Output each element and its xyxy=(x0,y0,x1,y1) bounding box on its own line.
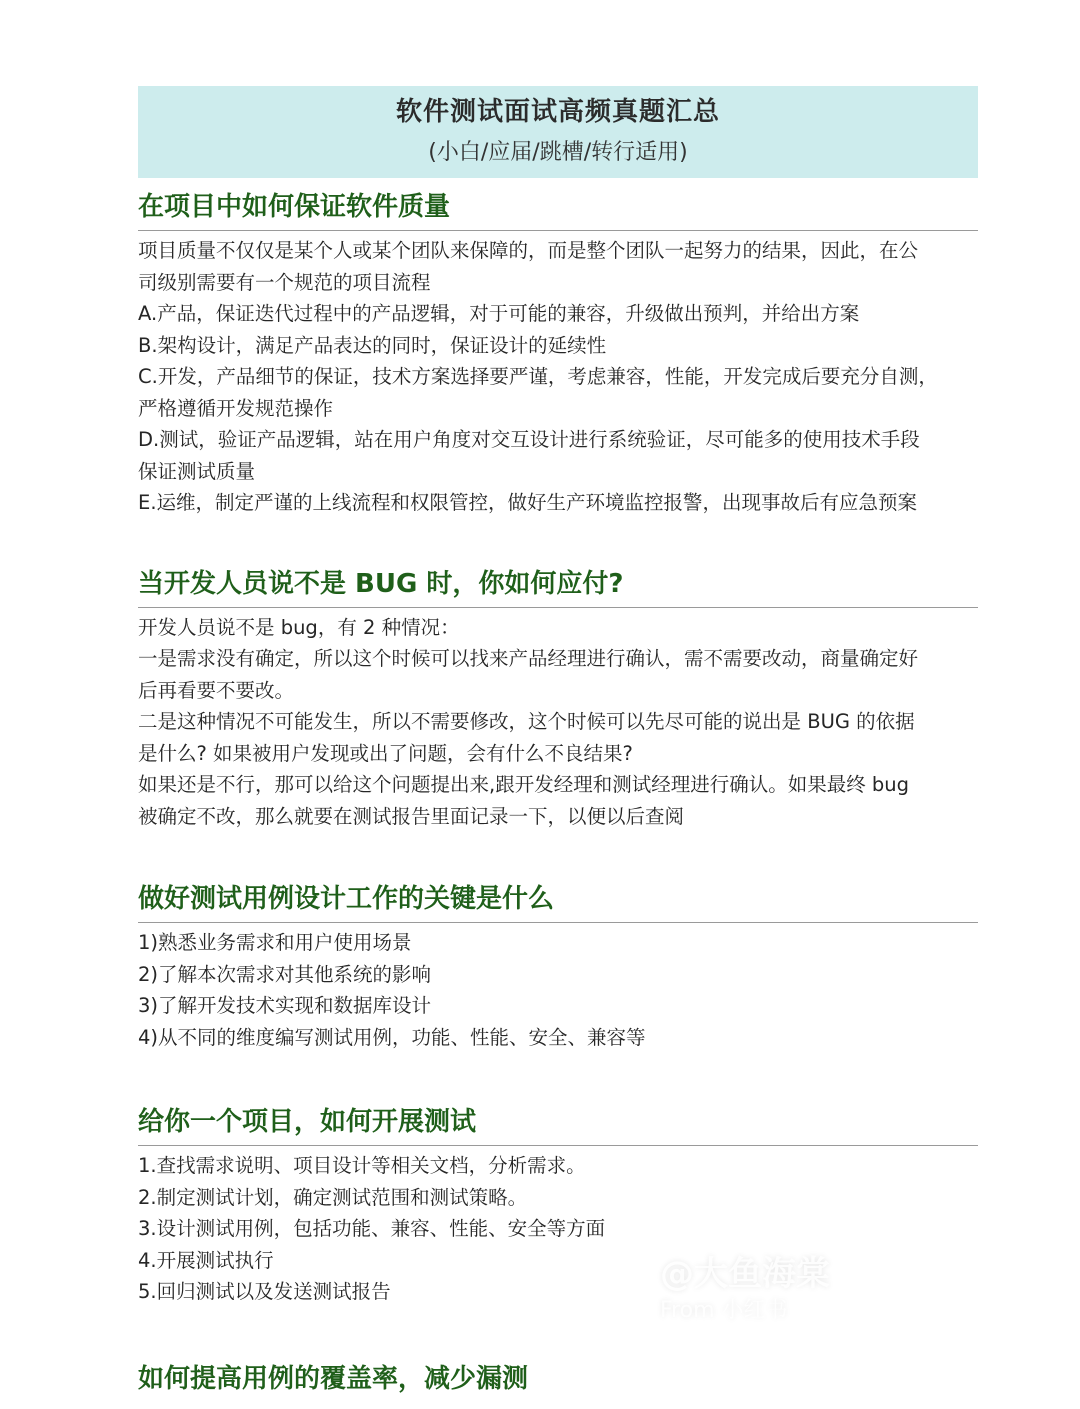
watermark xyxy=(660,1252,830,1326)
list-item: 4.开展测试执行 xyxy=(138,1248,274,1272)
paragraph-line: C.开发，产品细节的保证，技术方案选择要严谨，考虑兼容，性能，开发完成后要充分自测， xyxy=(138,365,938,388)
paragraph-line: B.架构设计，满足产品表达的同时，保证设计的延续性 xyxy=(138,333,607,357)
section-quality xyxy=(138,188,978,519)
paragraph-line: D.测试，验证产品逻辑，站在用户角度对交互设计进行系统验证，尽可能多的使用技术手段 xyxy=(138,428,920,451)
list-item: 5.回归测试以及发送测试报告 xyxy=(138,1280,391,1303)
list-item: 3)了解开发技术实现和数据库设计 xyxy=(138,994,432,1017)
section-test-case-design xyxy=(138,880,978,1053)
section-title: 当开发人员说不是 BUG 时，你如何应付? xyxy=(138,565,978,608)
list-item: 1.查找需求说明、项目设计等相关文档，分析需求。 xyxy=(138,1154,586,1177)
list-item: 3.设计测试用例，包括功能、兼容、性能、安全等方面 xyxy=(138,1217,606,1240)
paragraph-line: 一是需求没有确定，所以这个时候可以找来产品经理进行确认，需不需要改动，商量确定好 xyxy=(138,647,919,670)
section-start-testing xyxy=(138,1103,978,1308)
section-title: 做好测试用例设计工作的关键是什么 xyxy=(138,880,978,923)
section-title: 如何提高用例的覆盖率，减少漏测 xyxy=(138,1363,529,1394)
section-not-a-bug xyxy=(138,565,978,833)
paragraph-line: 后再看要不要改。 xyxy=(138,678,295,702)
paragraph-line: 项目质量不仅仅是某个人或某个团队来保障的，而是整个团队一起努力的结果，因此，在公 xyxy=(138,239,919,262)
list-item: 4)从不同的维度编写测试用例，功能、性能、安全、兼容等 xyxy=(138,1025,646,1049)
paragraph-line: A.产品，保证迭代过程中的产品逻辑，对于可能的兼容，升级做出预判，并给出方案 xyxy=(138,302,860,325)
list-item: 2)了解本次需求对其他系统的影响 xyxy=(138,962,432,986)
paragraph-line: 司级别需要有一个规范的项目流程 xyxy=(138,270,431,294)
header-banner xyxy=(138,86,978,178)
paragraph-line: 是什么? 如果被用户发现或出了问题，会有什么不良结果? xyxy=(138,741,633,765)
section-title: 给你一个项目，如何开展测试 xyxy=(138,1103,978,1146)
paragraph-line: E.运维，制定严谨的上线流程和权限管控，做好生产环境监控报警，出现事故后有应急预案 xyxy=(138,491,918,514)
watermark-author: @大鱼海棠 xyxy=(660,1254,830,1294)
paragraph-line: 如果还是不行，那可以给这个问题提出来,跟开发经理和测试经理进行确认。如果最终 bug xyxy=(138,773,910,796)
watermark-source: From 小红书 xyxy=(660,1298,788,1323)
paragraph-line: 严格遵循开发规范操作 xyxy=(138,396,334,420)
list-item: 1)熟悉业务需求和用户使用场景 xyxy=(138,931,412,954)
paragraph-line: 保证测试质量 xyxy=(138,459,256,483)
section-title: 在项目中如何保证软件质量 xyxy=(138,188,978,231)
paragraph-line: 开发人员说不是 bug，有 2 种情况： xyxy=(138,615,460,639)
document-page xyxy=(138,86,978,1402)
list-item: 2.制定测试计划，确定测试范围和测试策略。 xyxy=(138,1185,528,1209)
paragraph-line: 被确定不改，那么就要在测试报告里面记录一下，以便以后查阅 xyxy=(138,804,685,828)
document-title: 软件测试面试高频真题汇总 xyxy=(395,97,720,127)
section-coverage xyxy=(138,1360,978,1402)
paragraph-line: 二是这种情况不可能发生，所以不需要修改，这个时候可以先尽可能的说出是 BUG 的依据 xyxy=(138,710,915,733)
document-subtitle: (小白/应届/跳槽/转行适用) xyxy=(428,140,688,165)
